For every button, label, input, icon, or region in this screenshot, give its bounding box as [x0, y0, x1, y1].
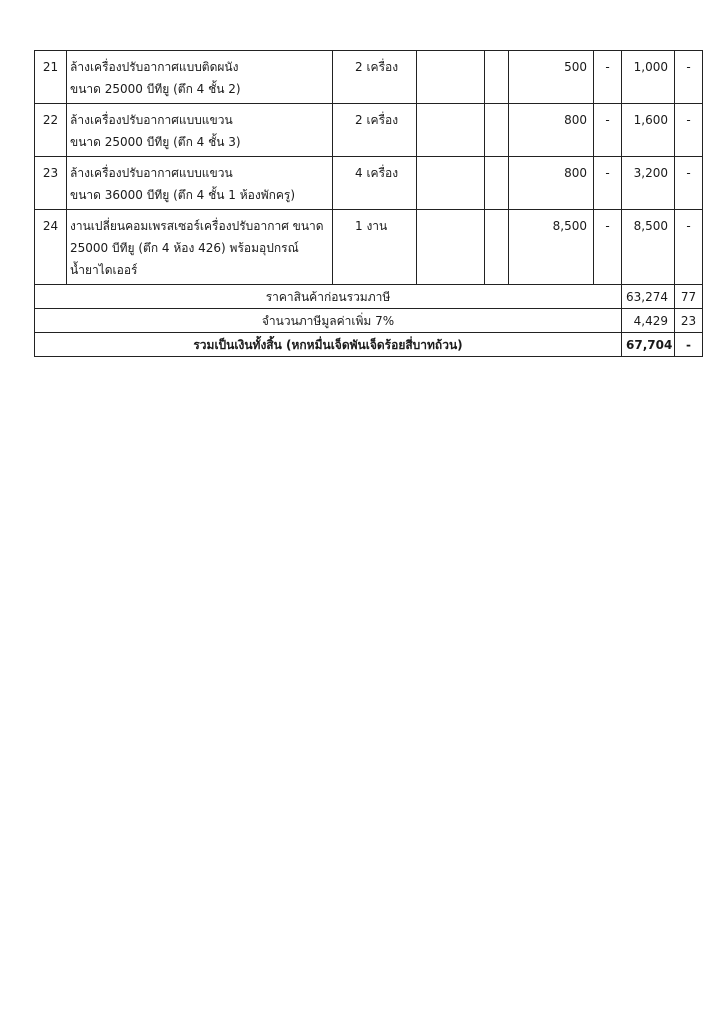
vat-row — [35, 309, 703, 333]
empty-cell — [417, 157, 485, 210]
vat-satang: 23 — [675, 309, 703, 333]
item-description — [67, 157, 333, 210]
item-number: 24 — [35, 210, 67, 285]
item-description — [67, 104, 333, 157]
empty-cell — [485, 157, 509, 210]
empty-cell — [417, 210, 485, 285]
line-amount-satang: - — [675, 104, 703, 157]
empty-cell — [485, 210, 509, 285]
unit-price: 800 — [509, 104, 594, 157]
description-line: ขนาด 25000 บีทียู (ตึก 4 ชั้น 2) — [70, 82, 241, 96]
description-line: ล้างเครื่องปรับอากาศแบบติดผนัง — [70, 60, 239, 74]
line-amount: 8,500 — [622, 210, 675, 285]
empty-cell — [485, 51, 509, 104]
vat-label: จำนวนภาษีมูลค่าเพิ่ม 7% — [35, 309, 622, 333]
table-row — [35, 210, 703, 285]
line-amount-satang: - — [675, 51, 703, 104]
empty-cell — [417, 51, 485, 104]
description-line: 25000 บีทียู (ตึก 4 ห้อง 426) พร้อมอุปกรณ์ — [70, 241, 299, 255]
line-amount: 1,600 — [622, 104, 675, 157]
item-quantity: 4 เครื่อง — [333, 157, 417, 210]
grand-total-baht: 67,704 — [622, 333, 675, 357]
price-table — [34, 50, 703, 357]
unit-price: 500 — [509, 51, 594, 104]
item-number: 22 — [35, 104, 67, 157]
item-quantity: 1 งาน — [333, 210, 417, 285]
description-line: น้ำยาไดเออร์ — [70, 263, 138, 277]
line-amount-satang: - — [675, 157, 703, 210]
item-description — [67, 210, 333, 285]
grand-total-row — [35, 333, 703, 357]
item-description — [67, 51, 333, 104]
table-row — [35, 157, 703, 210]
line-amount: 3,200 — [622, 157, 675, 210]
unit-price-satang: - — [594, 157, 622, 210]
line-amount-satang: - — [675, 210, 703, 285]
unit-price: 800 — [509, 157, 594, 210]
subtotal-row — [35, 285, 703, 309]
grand-total-satang: - — [675, 333, 703, 357]
item-quantity: 2 เครื่อง — [333, 104, 417, 157]
subtotal-baht: 63,274 — [622, 285, 675, 309]
description-line: ขนาด 25000 บีทียู (ตึก 4 ชั้น 3) — [70, 135, 241, 149]
item-number: 23 — [35, 157, 67, 210]
vat-baht: 4,429 — [622, 309, 675, 333]
item-number: 21 — [35, 51, 67, 104]
empty-cell — [417, 104, 485, 157]
unit-price-satang: - — [594, 210, 622, 285]
description-line: ขนาด 36000 บีทียู (ตึก 4 ชั้น 1 ห้องพักครู) — [70, 188, 296, 202]
table-row — [35, 51, 703, 104]
subtotal-label: ราคาสินค้าก่อนรวมภาษี — [35, 285, 622, 309]
description-line: งานเปลี่ยนคอมเพรสเซอร์เครื่องปรับอากาศ ขนาด — [70, 219, 324, 233]
empty-cell — [485, 104, 509, 157]
table-body — [35, 51, 703, 357]
subtotal-satang: 77 — [675, 285, 703, 309]
item-quantity: 2 เครื่อง — [333, 51, 417, 104]
description-line: ล้างเครื่องปรับอากาศแบบแขวน — [70, 113, 233, 127]
unit-price: 8,500 — [509, 210, 594, 285]
description-line: ล้างเครื่องปรับอากาศแบบแขวน — [70, 166, 233, 180]
line-amount: 1,000 — [622, 51, 675, 104]
unit-price-satang: - — [594, 51, 622, 104]
table-row — [35, 104, 703, 157]
unit-price-satang: - — [594, 104, 622, 157]
grand-total-label: รวมเป็นเงินทั้งสิ้น (หกหมื่นเจ็ดพันเจ็ดร้อยสี่บาทถ้วน) — [35, 333, 622, 357]
